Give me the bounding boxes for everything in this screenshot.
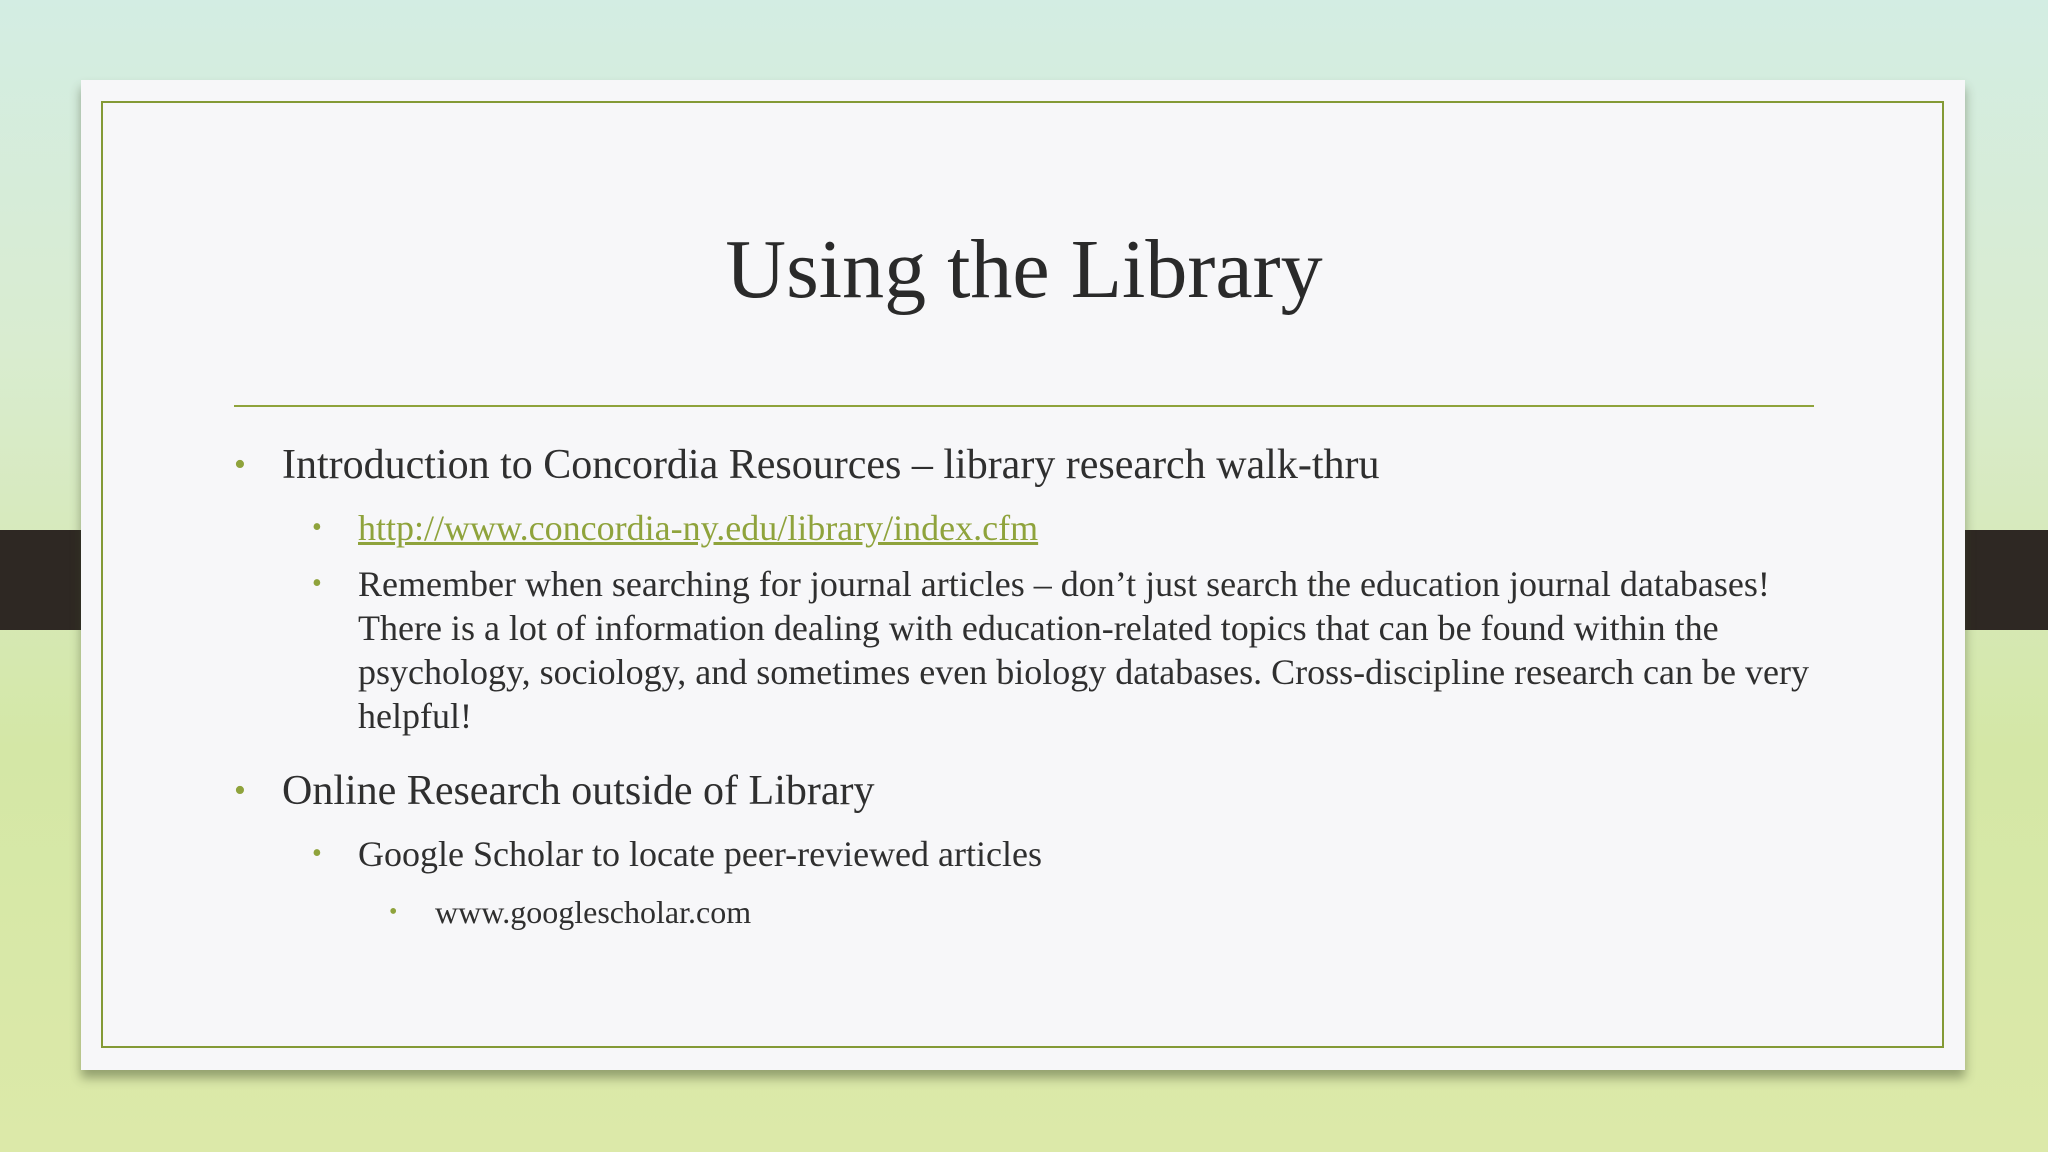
- sub-sub-bullet-google-scholar-url: [389, 890, 1814, 934]
- bullet-dot: •: [234, 446, 246, 483]
- bullet-text: Google Scholar to locate peer-reviewed articles: [358, 834, 1042, 874]
- bullet-dot: •: [234, 772, 246, 809]
- bullet-online-research: [234, 762, 1814, 820]
- slide-content: [234, 430, 1814, 934]
- bullet-text: Introduction to Concordia Resources – library research walk-thru: [282, 442, 1380, 488]
- slide-title: Using the Library: [725, 223, 1323, 316]
- sub-bullet-library-link: [312, 506, 1814, 550]
- bullet-dot: •: [312, 568, 322, 599]
- sub-bullet-journal-tip: [312, 562, 1814, 738]
- bullet-dot: •: [312, 838, 322, 869]
- library-link[interactable]: http://www.concordia-ny.edu/library/index.cfm: [358, 508, 1039, 548]
- bullet-dot: •: [389, 899, 398, 925]
- bullet-concordia-resources: [234, 436, 1814, 494]
- title-divider: [234, 405, 1814, 407]
- bullet-text: www.googlescholar.com: [435, 894, 752, 930]
- sub-bullet-google-scholar: [312, 832, 1814, 876]
- bullet-text: Remember when searching for journal articles – don’t just search the education journal databases! There is a lot of information dealing with education-related topics that can be found within the psychology, sociology, and sometimes even biology databases. Cross-discipline research can be very helpful!: [358, 564, 1809, 736]
- bullet-text: Online Research outside of Library: [282, 768, 875, 814]
- bullet-dot: •: [312, 512, 322, 543]
